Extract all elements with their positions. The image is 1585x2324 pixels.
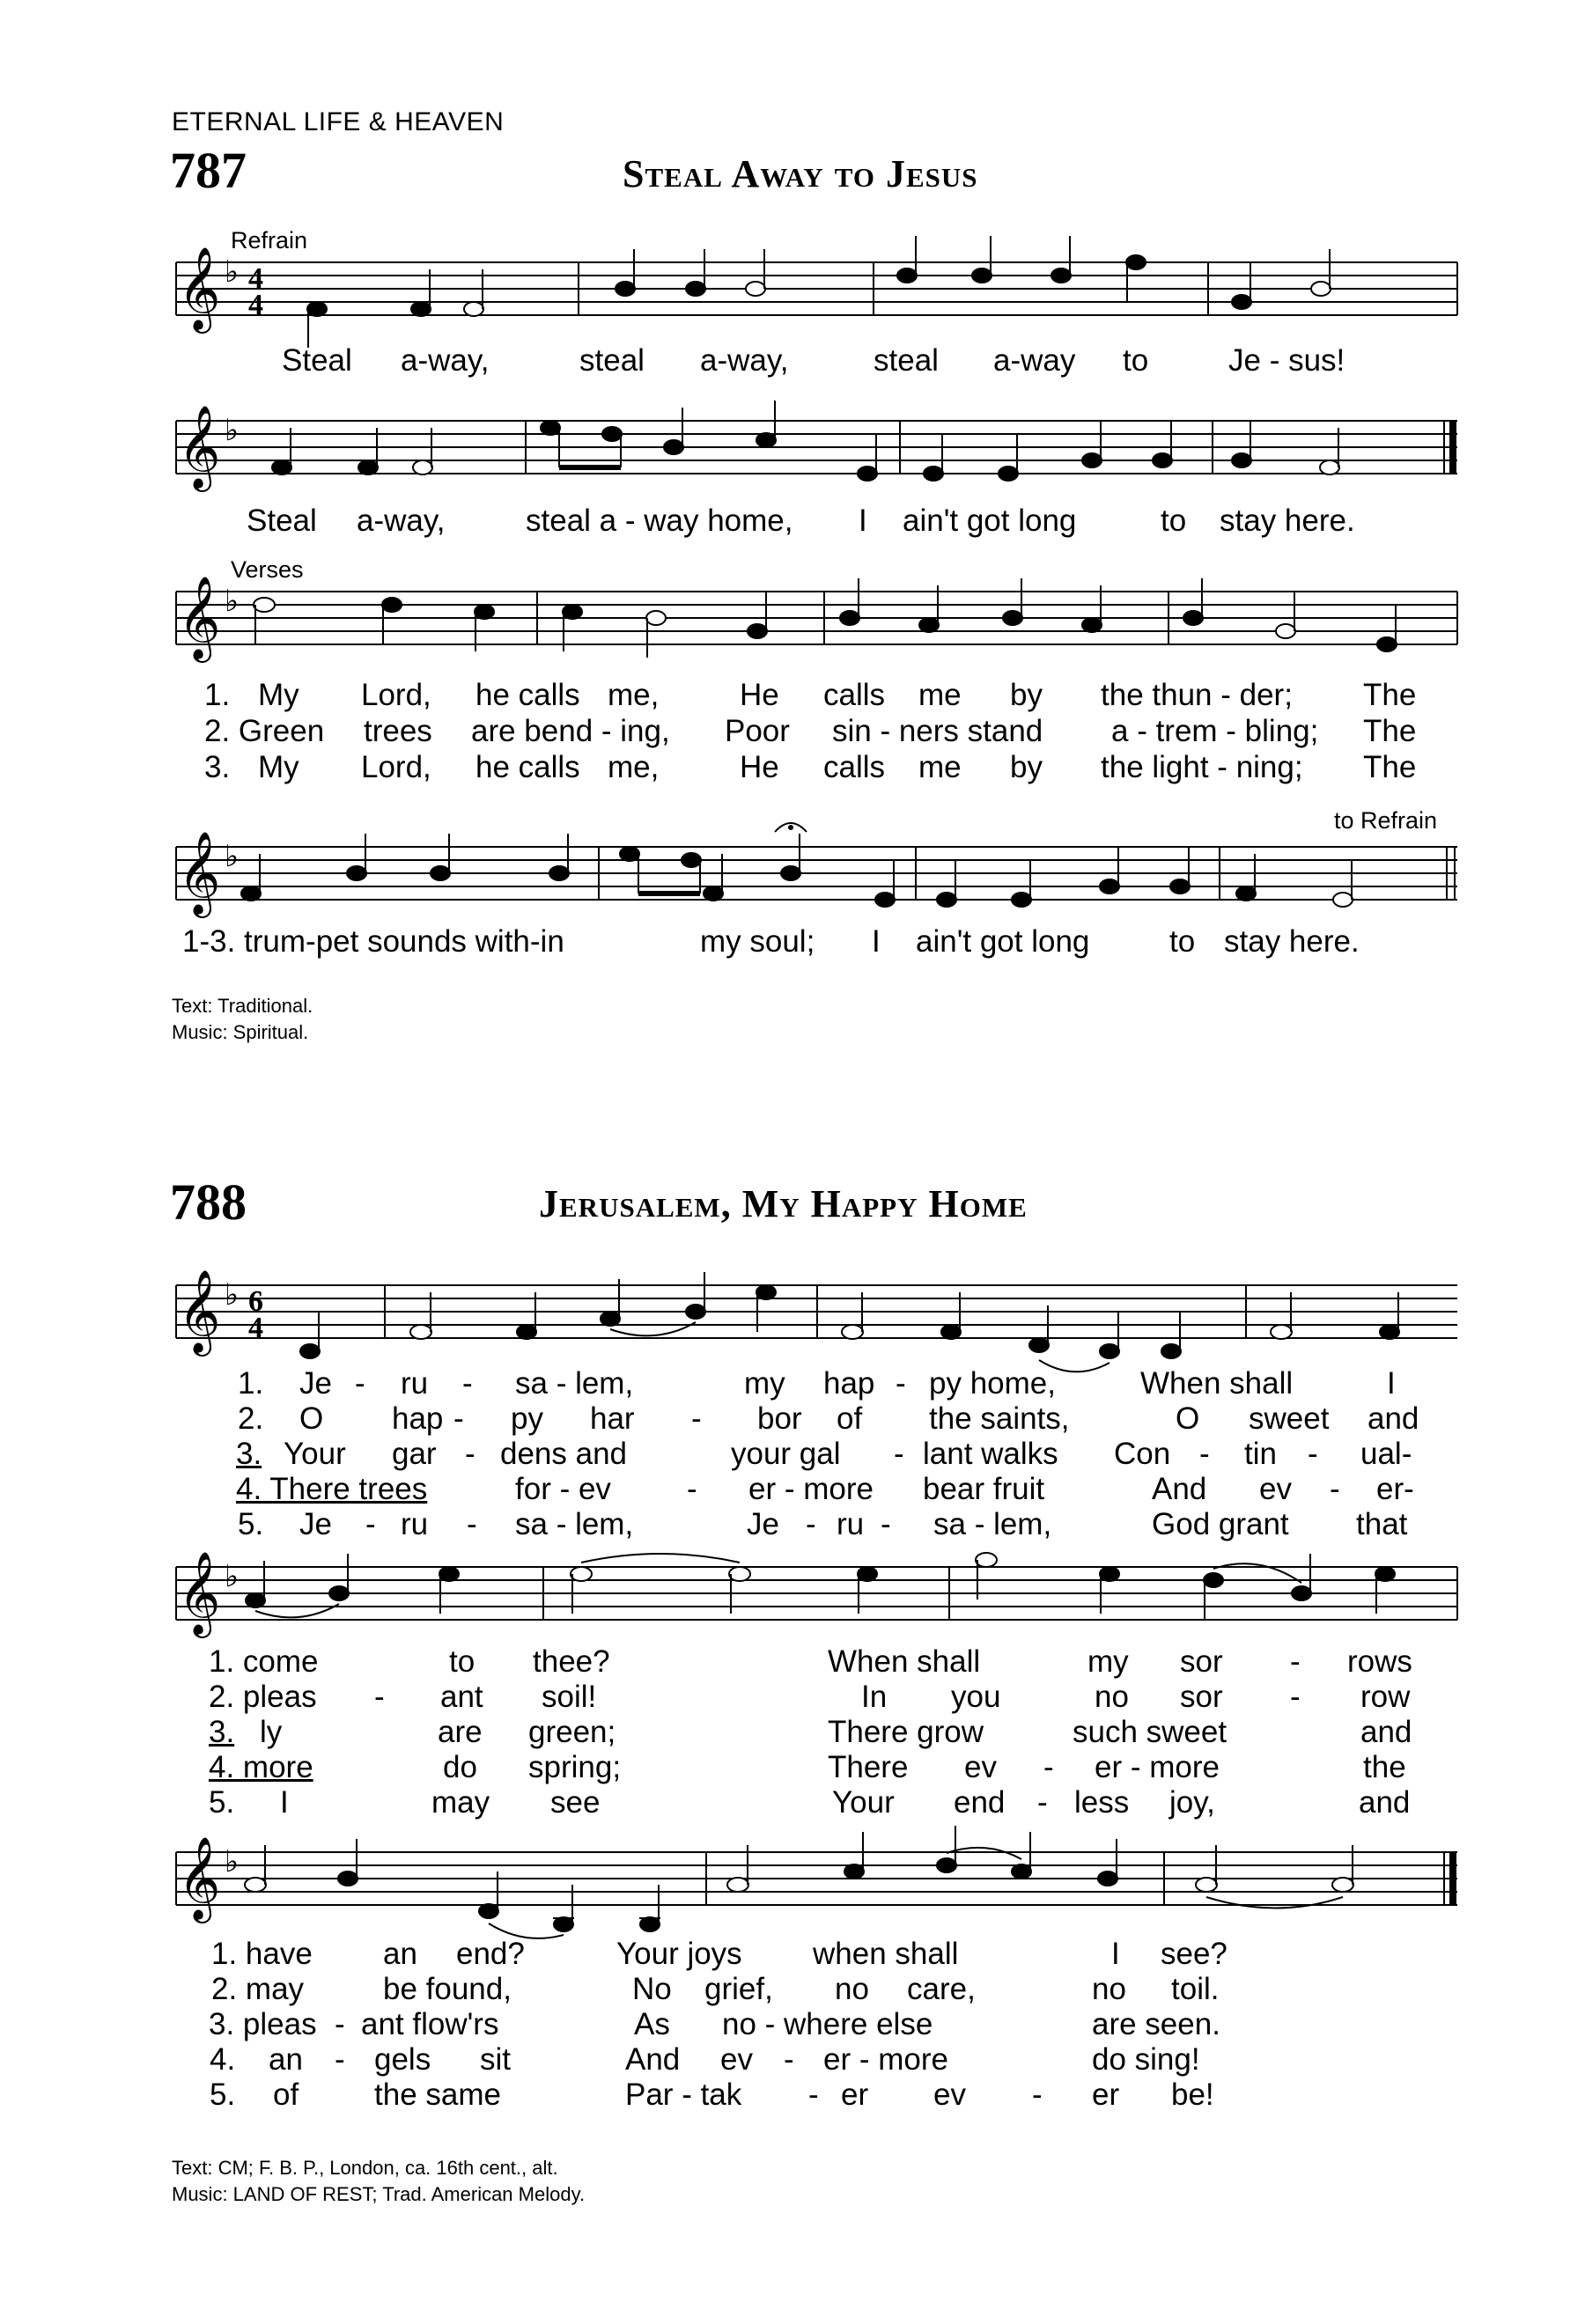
section-title: ETERNAL LIFE & HEAVEN [172, 107, 505, 136]
treble-clef-icon: 𝄞 [178, 1836, 221, 1920]
svg-text:4: 4 [248, 289, 263, 321]
flat-icon: ♭ [225, 1277, 240, 1313]
hymn-787-number: 787 [170, 142, 247, 199]
to-refrain-label: to Refrain [1334, 807, 1438, 834]
time-signature: 4 [248, 262, 263, 295]
staff-788-1 [176, 1285, 1457, 1338]
flat-icon: ♭ [225, 584, 240, 619]
hymn-788-title: Jerusalem, My Happy Home [539, 1182, 1028, 1225]
flat-icon: ♭ [225, 254, 240, 290]
staff-788-3 [176, 1852, 1457, 1905]
notes-788-2 [246, 1553, 1395, 1620]
flat-icon: ♭ [225, 839, 240, 874]
staff-788-2 [176, 1567, 1457, 1620]
treble-clef-icon: 𝄞 [178, 576, 221, 659]
treble-clef-icon: 𝄞 [178, 1551, 221, 1635]
svg-text:4: 4 [248, 1312, 263, 1344]
flat-icon: ♭ [225, 1844, 240, 1879]
flat-icon: ♭ [225, 1559, 240, 1594]
treble-clef-icon: 𝄞 [178, 246, 221, 330]
flat-icon: ♭ [225, 413, 240, 448]
treble-clef-icon: 𝄞 [178, 831, 221, 915]
hymn-788-credits: Text: CM; F. B. P., London, ca. 16th cent., alt. Music: LAND OF REST; Trad. American Melody. [172, 2157, 586, 2205]
hymn-788-number: 788 [170, 1173, 247, 1231]
treble-clef-icon: 𝄞 [178, 405, 221, 489]
time-signature: 6 [248, 1285, 263, 1318]
treble-clef-icon: 𝄞 [178, 1269, 221, 1353]
hymn-787-title: Steal Away to Jesus [623, 152, 978, 195]
verses-label: Verses [231, 556, 304, 583]
hymn-787-credits: Text: Traditional. Music: Spiritual. [172, 995, 313, 1043]
refrain-label: Refrain [231, 227, 308, 254]
